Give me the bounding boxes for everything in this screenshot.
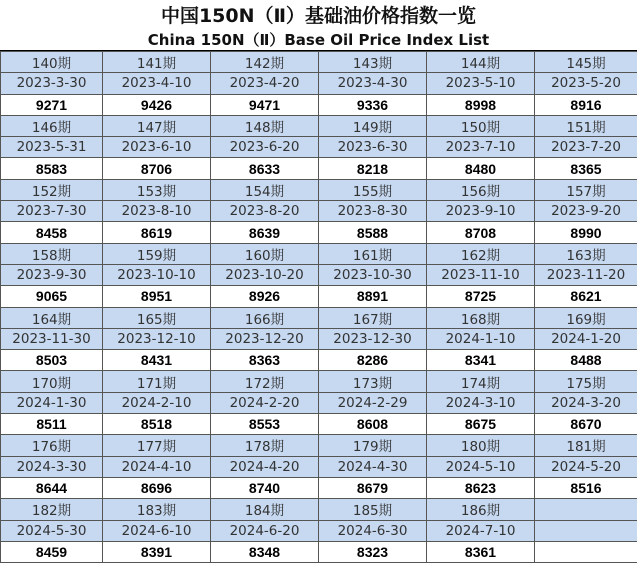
index-value-cell: 8706 [103,158,211,179]
index-value-cell: 8916 [535,94,637,115]
period-cell: 166期 [211,307,319,328]
period-cell: 141期 [103,52,211,73]
index-value-cell: 8670 [535,414,637,435]
index-value-cell: 8516 [535,477,637,498]
date-cell: 2023-6-10 [103,137,211,158]
period-cell: 154期 [211,179,319,200]
period-cell: 157期 [535,179,637,200]
period-cell: 174期 [427,371,535,392]
period-cell: 184期 [211,499,319,520]
index-value-cell: 8553 [211,414,319,435]
date-cell: 2023-10-30 [319,264,427,285]
date-cell: 2023-11-20 [535,264,637,285]
table-row [1,541,637,562]
period-cell: 172期 [211,371,319,392]
date-cell: 2023-3-30 [1,73,103,94]
table-row [1,435,637,456]
index-value-cell: 8218 [319,158,427,179]
index-value-cell: 8458 [1,222,103,243]
index-value-cell: 8391 [103,541,211,562]
date-cell: 2023-9-10 [427,201,535,222]
price-index-table [0,51,637,563]
period-cell: 145期 [535,52,637,73]
index-value-cell: 8459 [1,541,103,562]
index-value-cell: 8891 [319,286,427,307]
date-cell: 2023-9-20 [535,201,637,222]
table-row [1,94,637,115]
period-cell: 158期 [1,243,103,264]
period-cell: 140期 [1,52,103,73]
period-cell: 178期 [211,435,319,456]
index-value-cell: 8675 [427,414,535,435]
period-cell: 181期 [535,435,637,456]
table-row [1,392,637,413]
table-row [1,350,637,371]
index-value-cell: 8725 [427,286,535,307]
date-cell: 2024-2-29 [319,392,427,413]
date-cell: 2024-5-10 [427,456,535,477]
table-row [1,499,637,520]
date-cell: 2023-5-31 [1,137,103,158]
index-value-cell: 9471 [211,94,319,115]
period-cell: 147期 [103,115,211,136]
index-value-cell: 8341 [427,350,535,371]
page-title: 中国150N（Ⅱ）基础油价格指数一览 [160,4,477,27]
table-row [1,456,637,477]
price-index-table-container [0,51,637,565]
date-cell: 2024-4-20 [211,456,319,477]
table-row [1,414,637,435]
index-value-cell: 8583 [1,158,103,179]
date-cell: 2023-10-10 [103,264,211,285]
table-row [1,243,637,264]
index-value-cell: 8323 [319,541,427,562]
index-value-cell: 8488 [535,350,637,371]
index-value-cell: 8708 [427,222,535,243]
date-cell: 2023-12-30 [319,328,427,349]
date-cell: 2024-1-20 [535,328,637,349]
index-value-cell: 8990 [535,222,637,243]
date-cell [535,520,637,541]
date-cell: 2024-7-10 [427,520,535,541]
period-cell: 156期 [427,179,535,200]
index-value-cell: 8644 [1,477,103,498]
period-cell: 150期 [427,115,535,136]
date-cell: 2023-10-20 [211,264,319,285]
index-value-cell: 8431 [103,350,211,371]
period-cell: 182期 [1,499,103,520]
table-row [1,137,637,158]
index-value-cell: 8679 [319,477,427,498]
date-cell: 2024-1-10 [427,328,535,349]
period-cell: 164期 [1,307,103,328]
index-value-cell: 8619 [103,222,211,243]
table-row [1,158,637,179]
index-value-cell: 8363 [211,350,319,371]
index-value-cell: 8365 [535,158,637,179]
period-cell: 155期 [319,179,427,200]
date-cell: 2023-8-30 [319,201,427,222]
date-cell: 2024-5-20 [535,456,637,477]
index-value-cell: 8511 [1,414,103,435]
period-cell: 171期 [103,371,211,392]
index-value-cell: 8286 [319,350,427,371]
date-cell: 2023-6-20 [211,137,319,158]
table-row [1,286,637,307]
period-cell [535,499,637,520]
index-value-cell: 8951 [103,286,211,307]
table-row [1,328,637,349]
date-cell: 2024-4-10 [103,456,211,477]
date-cell: 2023-12-10 [103,328,211,349]
date-cell: 2023-12-20 [211,328,319,349]
period-cell: 148期 [211,115,319,136]
index-value-cell: 9336 [319,94,427,115]
date-cell: 2023-6-30 [319,137,427,158]
date-cell: 2023-5-10 [427,73,535,94]
date-cell: 2023-4-10 [103,73,211,94]
period-cell: 153期 [103,179,211,200]
period-cell: 159期 [103,243,211,264]
period-cell: 185期 [319,499,427,520]
period-cell: 149期 [319,115,427,136]
index-value-cell: 9065 [1,286,103,307]
table-row [1,477,637,498]
period-cell: 186期 [427,499,535,520]
period-cell: 144期 [427,52,535,73]
page-subtitle: China 150N（Ⅱ）Base Oil Price Index List [0,28,637,51]
index-value-cell: 8623 [427,477,535,498]
period-cell: 173期 [319,371,427,392]
date-cell: 2024-4-30 [319,456,427,477]
date-cell: 2023-5-20 [535,73,637,94]
date-cell: 2024-3-20 [535,392,637,413]
period-cell: 165期 [103,307,211,328]
period-cell: 175期 [535,371,637,392]
period-cell: 142期 [211,52,319,73]
date-cell: 2023-11-30 [1,328,103,349]
period-cell: 177期 [103,435,211,456]
date-cell: 2023-8-20 [211,201,319,222]
period-cell: 143期 [319,52,427,73]
period-cell: 152期 [1,179,103,200]
period-cell: 180期 [427,435,535,456]
table-row [1,179,637,200]
index-value-cell: 8608 [319,414,427,435]
date-cell: 2024-1-30 [1,392,103,413]
date-cell: 2024-6-10 [103,520,211,541]
index-value-cell: 8633 [211,158,319,179]
period-cell: 162期 [427,243,535,264]
period-cell: 169期 [535,307,637,328]
date-cell: 2024-3-30 [1,456,103,477]
index-value-cell: 8926 [211,286,319,307]
table-row [1,52,637,73]
date-cell: 2024-6-20 [211,520,319,541]
index-value-cell [535,541,637,562]
period-cell: 167期 [319,307,427,328]
index-value-cell: 8503 [1,350,103,371]
date-cell: 2023-9-30 [1,264,103,285]
date-cell: 2023-4-20 [211,73,319,94]
date-cell: 2023-7-10 [427,137,535,158]
period-cell: 161期 [319,243,427,264]
latest-index-value-cell: 8361 [427,541,535,562]
index-value-cell: 8588 [319,222,427,243]
date-cell: 2024-2-10 [103,392,211,413]
table-row [1,222,637,243]
period-cell: 160期 [211,243,319,264]
table-row [1,73,637,94]
date-cell: 2024-2-20 [211,392,319,413]
table-row [1,520,637,541]
index-value-cell: 8518 [103,414,211,435]
period-cell: 168期 [427,307,535,328]
date-cell: 2023-8-10 [103,201,211,222]
table-row [1,307,637,328]
index-value-cell: 8696 [103,477,211,498]
date-cell: 2023-7-30 [1,201,103,222]
table-row [1,264,637,285]
period-cell: 170期 [1,371,103,392]
date-cell: 2024-6-30 [319,520,427,541]
date-cell: 2023-7-20 [535,137,637,158]
index-value-cell: 8348 [211,541,319,562]
period-cell: 183期 [103,499,211,520]
index-value-cell: 8639 [211,222,319,243]
period-cell: 163期 [535,243,637,264]
date-cell: 2023-4-30 [319,73,427,94]
index-value-cell: 8480 [427,158,535,179]
table-row [1,201,637,222]
date-cell: 2024-5-30 [1,520,103,541]
index-value-cell: 9271 [1,94,103,115]
table-row [1,371,637,392]
table-row [1,115,637,136]
index-value-cell: 8740 [211,477,319,498]
index-value-cell: 8621 [535,286,637,307]
index-value-cell: 8998 [427,94,535,115]
date-cell: 2023-11-10 [427,264,535,285]
period-cell: 146期 [1,115,103,136]
period-cell: 176期 [1,435,103,456]
period-cell: 151期 [535,115,637,136]
period-cell: 179期 [319,435,427,456]
date-cell: 2024-3-10 [427,392,535,413]
index-value-cell: 9426 [103,94,211,115]
